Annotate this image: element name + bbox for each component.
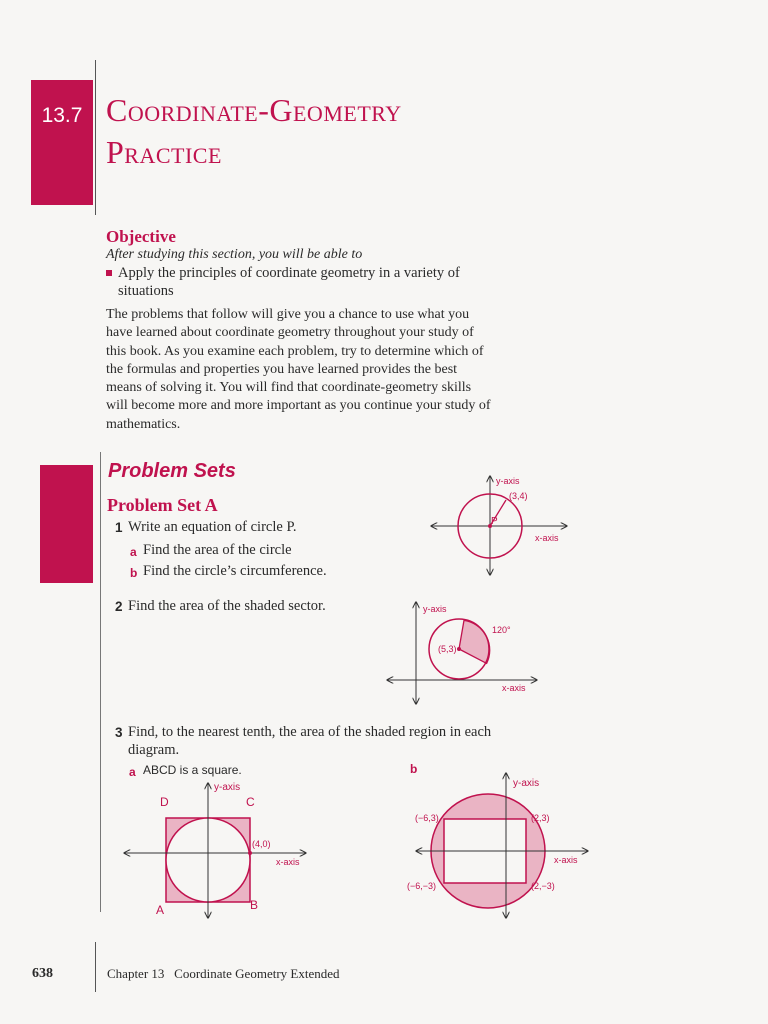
problem-sets-marker: [40, 465, 93, 583]
figure-shaded-sector: [382, 596, 542, 708]
point-dot: [248, 851, 252, 855]
problem-1a-text: Find the area of the circle: [143, 542, 292, 558]
intro-line: The problems that follow will give you a chance to use what you: [106, 307, 470, 322]
y-axis-label: y-axis: [214, 782, 241, 793]
figure-circle-in-square: [118, 778, 318, 920]
y-axis-label: y-axis: [496, 476, 520, 486]
objective-lead: After studying this section, you will be able to: [106, 247, 363, 262]
x-axis-label: x-axis: [535, 533, 559, 543]
section-number: 13.7: [41, 104, 83, 127]
problem-2-text: Find the area of the shaded sector.: [128, 598, 326, 614]
page-number: 638: [32, 966, 53, 981]
problem-sets-divider: [100, 452, 101, 912]
shaded-sector: [459, 620, 490, 663]
angle-label: 120°: [492, 625, 511, 635]
intro-line: means of solving it. You will find that coordinate-geometry skills: [106, 380, 472, 396]
section-title-line1: Coordinate-Geometry: [106, 92, 402, 128]
sub-label: b: [130, 566, 138, 580]
bullet-square-icon: [106, 270, 112, 276]
vertex-b-label: B: [250, 898, 259, 912]
x-axis-label: x-axis: [276, 857, 300, 867]
figure-circle-p: [425, 470, 585, 580]
y-axis-label: y-axis: [423, 604, 447, 614]
center-label: (5,3): [438, 644, 457, 654]
section-title-line2: Practice: [106, 134, 222, 170]
point-label: (3,4): [509, 491, 528, 501]
problem-1b-text: Find the circle’s circumference.: [143, 563, 327, 579]
problem-number: 2: [115, 599, 123, 614]
section-number-box: [31, 80, 93, 205]
corner-label: (−6,−3): [407, 881, 437, 891]
intro-line: the formulas and properties you have learned provides the best: [106, 361, 458, 377]
point-label: (4,0): [252, 839, 271, 849]
problem-3-text-cont: diagram.: [128, 742, 180, 758]
problem-number: 1: [115, 520, 123, 535]
problem-3a-text: ABCD is a square.: [143, 763, 242, 777]
chapter-title: Coordinate Geometry Extended: [174, 966, 340, 981]
chapter-label: Chapter 13: [107, 966, 165, 981]
problem-sets-heading: Problem Sets: [108, 460, 236, 482]
footer-divider: [95, 942, 96, 992]
objective-bullet-line2: situations: [118, 283, 174, 299]
problem-3-text: Find, to the nearest tenth, the area of the shaded region in each: [128, 724, 492, 740]
intro-line: have learned about coordinate geometry throughout your study of: [106, 325, 474, 341]
problem-number: 3: [115, 725, 123, 740]
intro-line: this book. As you examine each problem, try to determine which of: [106, 343, 484, 359]
header-divider: [95, 60, 96, 215]
y-axis-label: y-axis: [513, 778, 540, 789]
x-axis-label: x-axis: [554, 855, 578, 865]
footer-chapter: [107, 966, 340, 982]
problem-1-text: Write an equation of circle P.: [128, 519, 297, 535]
center-label: P: [491, 516, 498, 527]
vertex-d-label: D: [160, 795, 169, 809]
intro-line: will become more and more important as you continue your study of: [106, 398, 491, 414]
objective-heading: Objective: [106, 227, 176, 246]
corner-label: (2,−3): [531, 881, 555, 891]
intro-paragraph: [106, 306, 546, 434]
corner-label: (2,3): [531, 813, 550, 823]
x-axis-label: x-axis: [502, 683, 526, 693]
sub-label: b: [410, 762, 418, 776]
sub-label: a: [130, 545, 137, 559]
sub-label: a: [129, 765, 136, 779]
intro-line: mathematics.: [106, 416, 181, 432]
figure-rectangle-in-circle: [398, 768, 596, 920]
vertex-c-label: C: [246, 795, 255, 809]
center-dot: [457, 647, 461, 651]
vertex-a-label: A: [156, 903, 165, 917]
corner-label: (−6,3): [415, 813, 439, 823]
problem-set-a-heading: Problem Set A: [107, 495, 218, 515]
objective-bullet-line1: Apply the principles of coordinate geometry in a variety of: [118, 265, 460, 281]
